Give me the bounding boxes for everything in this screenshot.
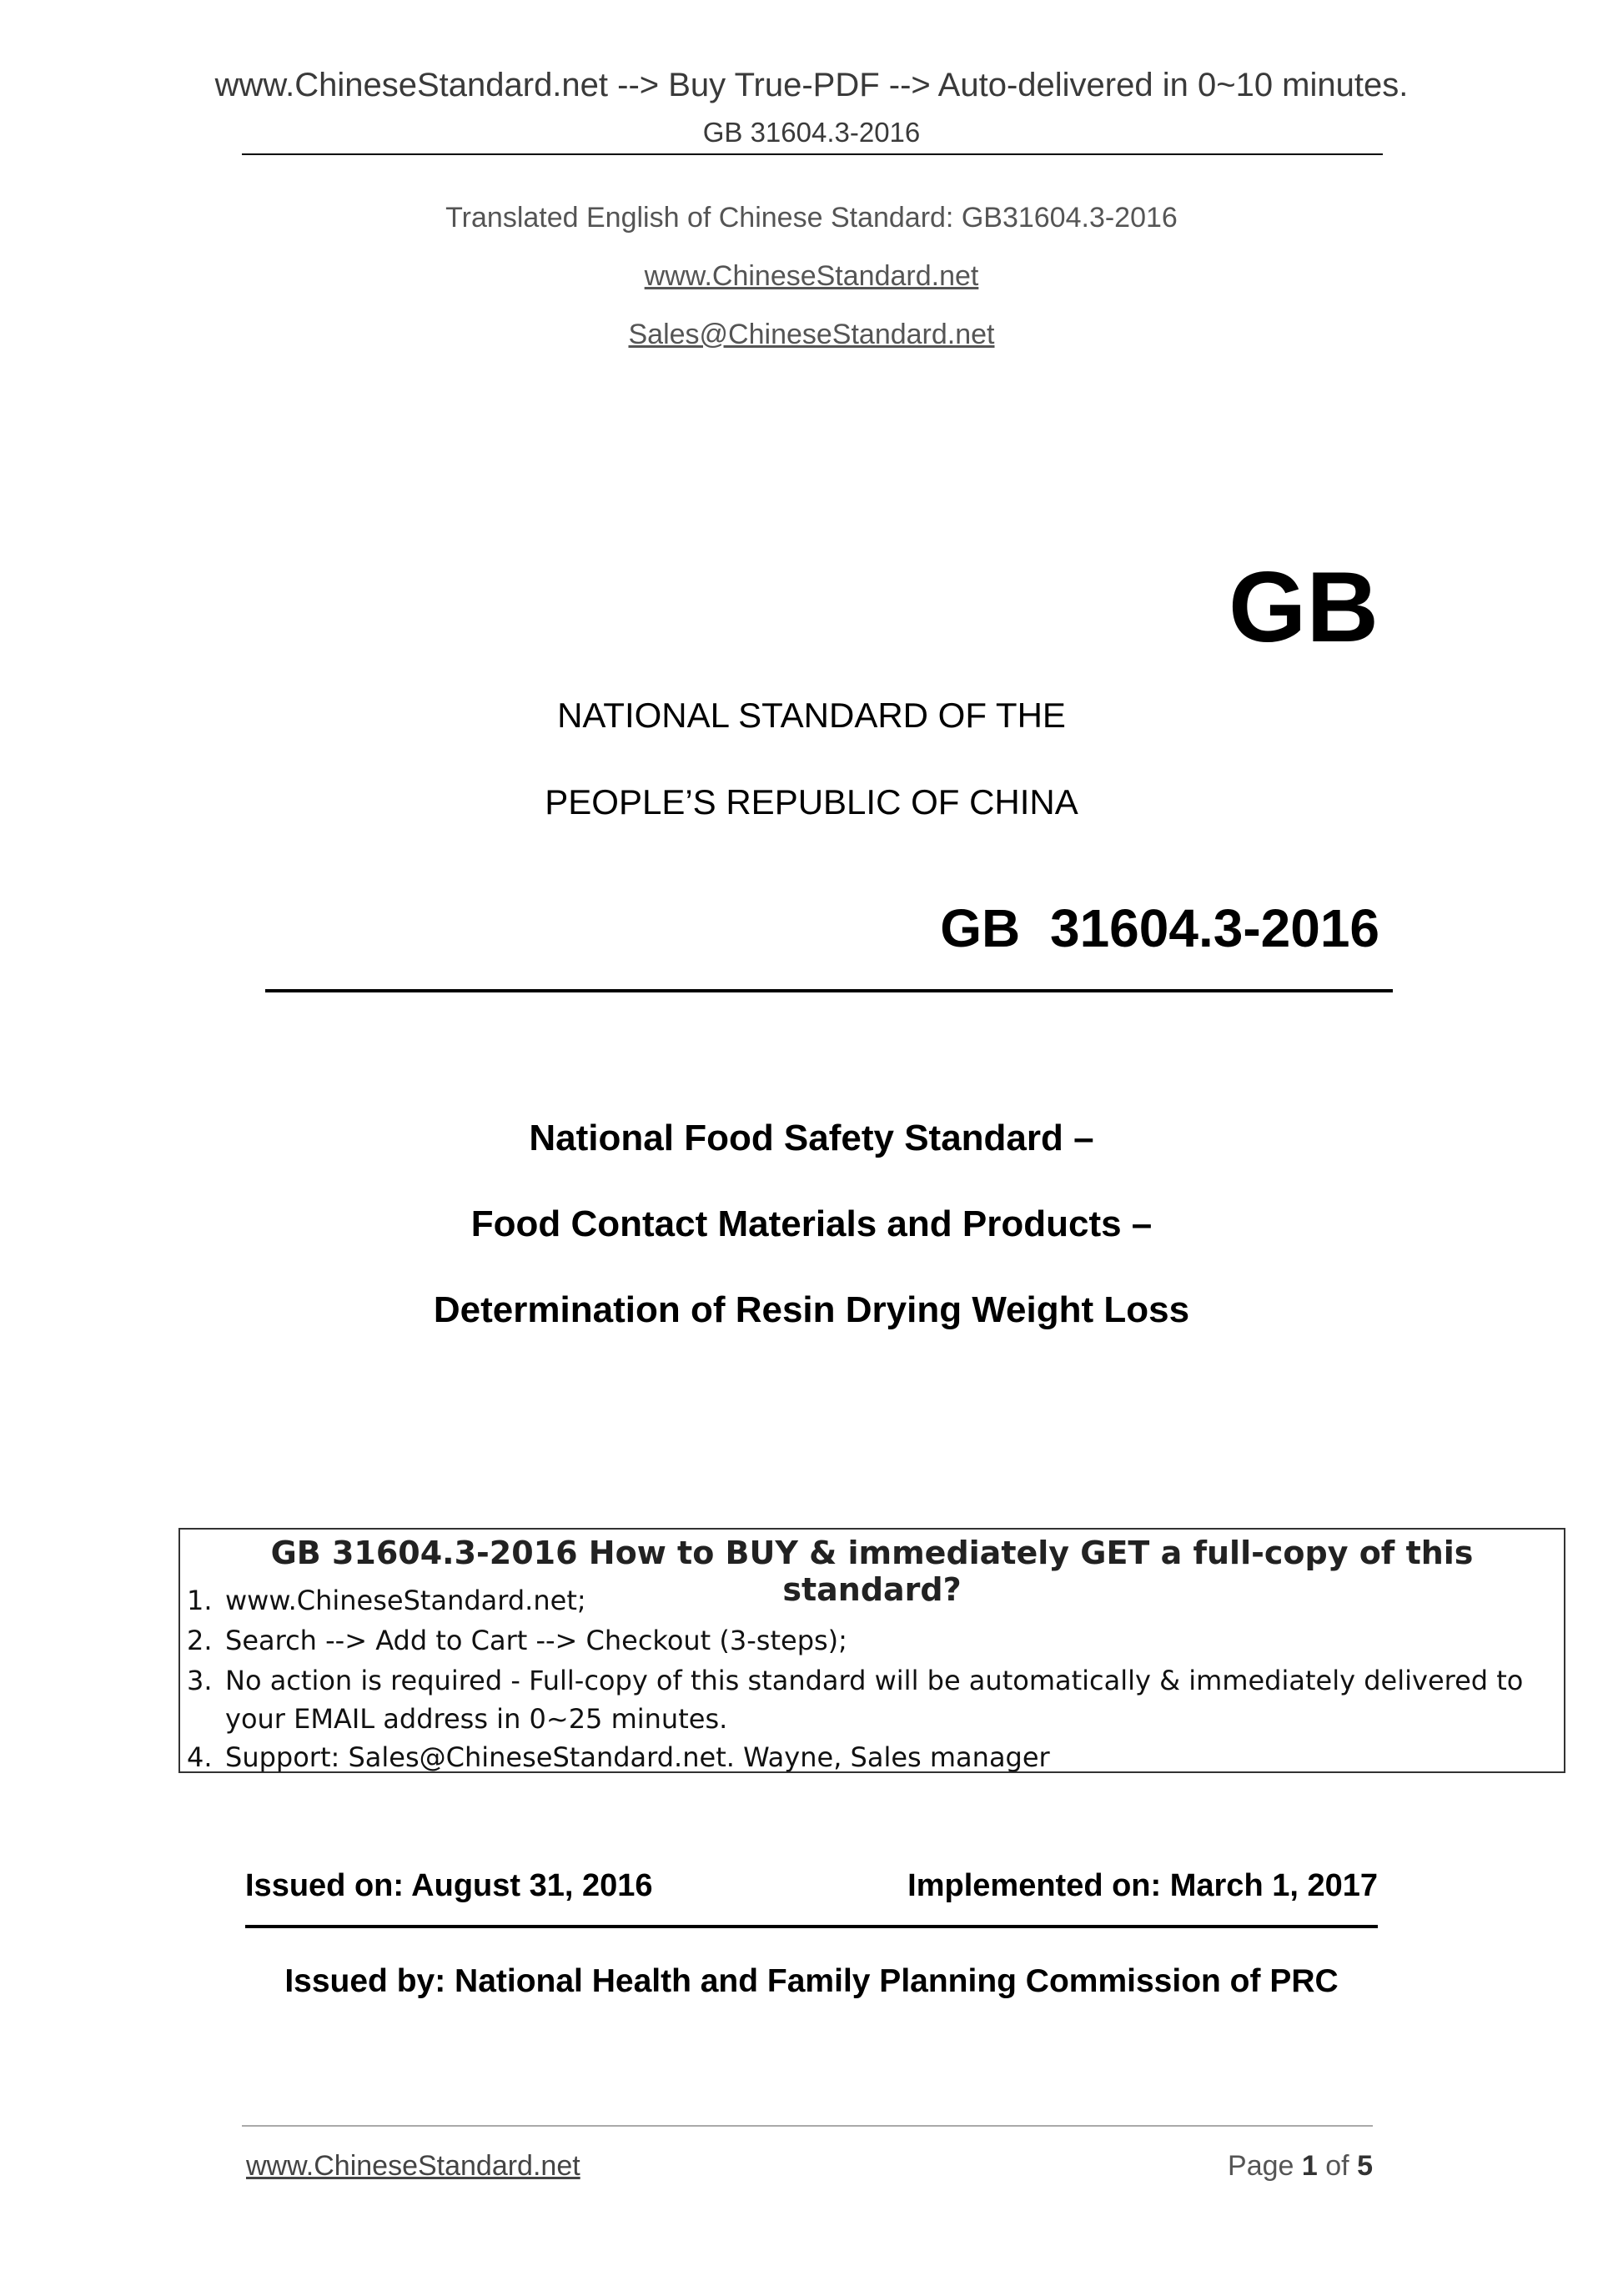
document-title-line1: National Food Safety Standard – bbox=[529, 1118, 1094, 1158]
buy-step-2 bbox=[187, 1625, 847, 1656]
step-number: 1. bbox=[187, 1585, 213, 1616]
site-link[interactable]: www.ChineseStandard.net bbox=[644, 260, 979, 292]
step-number: 4. bbox=[187, 1741, 213, 1773]
buy-box-heading: GB 31604.3-2016 How to BUY & immediately GET a full-copy of this standard? bbox=[270, 1535, 1474, 1608]
step-text: Support: Sales@ChineseStandard.net. Wayne, Sales manager bbox=[225, 1741, 1050, 1773]
national-standard-line1: NATIONAL STANDARD OF THE bbox=[557, 696, 1066, 735]
issued-by: Issued by: National Health and Family Planning Commission of PRC bbox=[284, 1963, 1339, 1999]
document-title-line3: Determination of Resin Drying Weight Loss bbox=[433, 1289, 1190, 1330]
document-title-line2: Food Contact Materials and Products – bbox=[470, 1203, 1153, 1244]
buy-step-3 bbox=[187, 1665, 1523, 1696]
page-label: Page bbox=[1228, 2150, 1294, 2182]
page-of: of bbox=[1325, 2150, 1349, 2182]
footer-divider bbox=[242, 2125, 1373, 2127]
step-number: 3. bbox=[187, 1665, 213, 1696]
translation-title: Translated English of Chinese Standard: GB31604.3-2016 bbox=[445, 202, 1178, 234]
page-current: 1 bbox=[1301, 2150, 1318, 2182]
national-standard-line2: PEOPLE’S REPUBLIC OF CHINA bbox=[545, 782, 1078, 821]
step-number: 2. bbox=[187, 1625, 213, 1656]
gb-logo: GB bbox=[1229, 551, 1379, 663]
buy-step-4 bbox=[187, 1741, 1050, 1773]
page-indicator bbox=[1228, 2150, 1373, 2183]
step-text: Search --> Add to Cart --> Checkout (3-steps); bbox=[225, 1625, 847, 1656]
header-divider bbox=[242, 153, 1383, 155]
buy-step-1 bbox=[187, 1585, 586, 1616]
email-link[interactable]: Sales@ChineseStandard.net bbox=[628, 319, 995, 350]
top-banner: www.ChineseStandard.net --> Buy True-PDF --> Auto-delivered in 0~10 minutes. bbox=[214, 67, 1409, 103]
standard-number: GB 31604.3-2016 bbox=[940, 898, 1379, 958]
step-text: No action is required - Full-copy of this standard will be automatically & immediately delivered to bbox=[225, 1665, 1524, 1696]
title-divider bbox=[265, 989, 1393, 992]
footer-site-link[interactable]: www.ChineseStandard.net bbox=[246, 2150, 580, 2182]
buy-step-3-continuation: your EMAIL address in 0~25 minutes. bbox=[225, 1703, 728, 1735]
implemented-on-date: Implemented on: March 1, 2017 bbox=[907, 1868, 1378, 1903]
page-total: 5 bbox=[1357, 2150, 1373, 2182]
issued-on-date: Issued on: August 31, 2016 bbox=[245, 1868, 653, 1903]
header-standard-code: GB 31604.3-2016 bbox=[702, 117, 921, 148]
buy-instructions-box bbox=[178, 1528, 1565, 1773]
dates-divider bbox=[245, 1925, 1378, 1928]
step-text[interactable]: www.ChineseStandard.net; bbox=[225, 1585, 586, 1616]
